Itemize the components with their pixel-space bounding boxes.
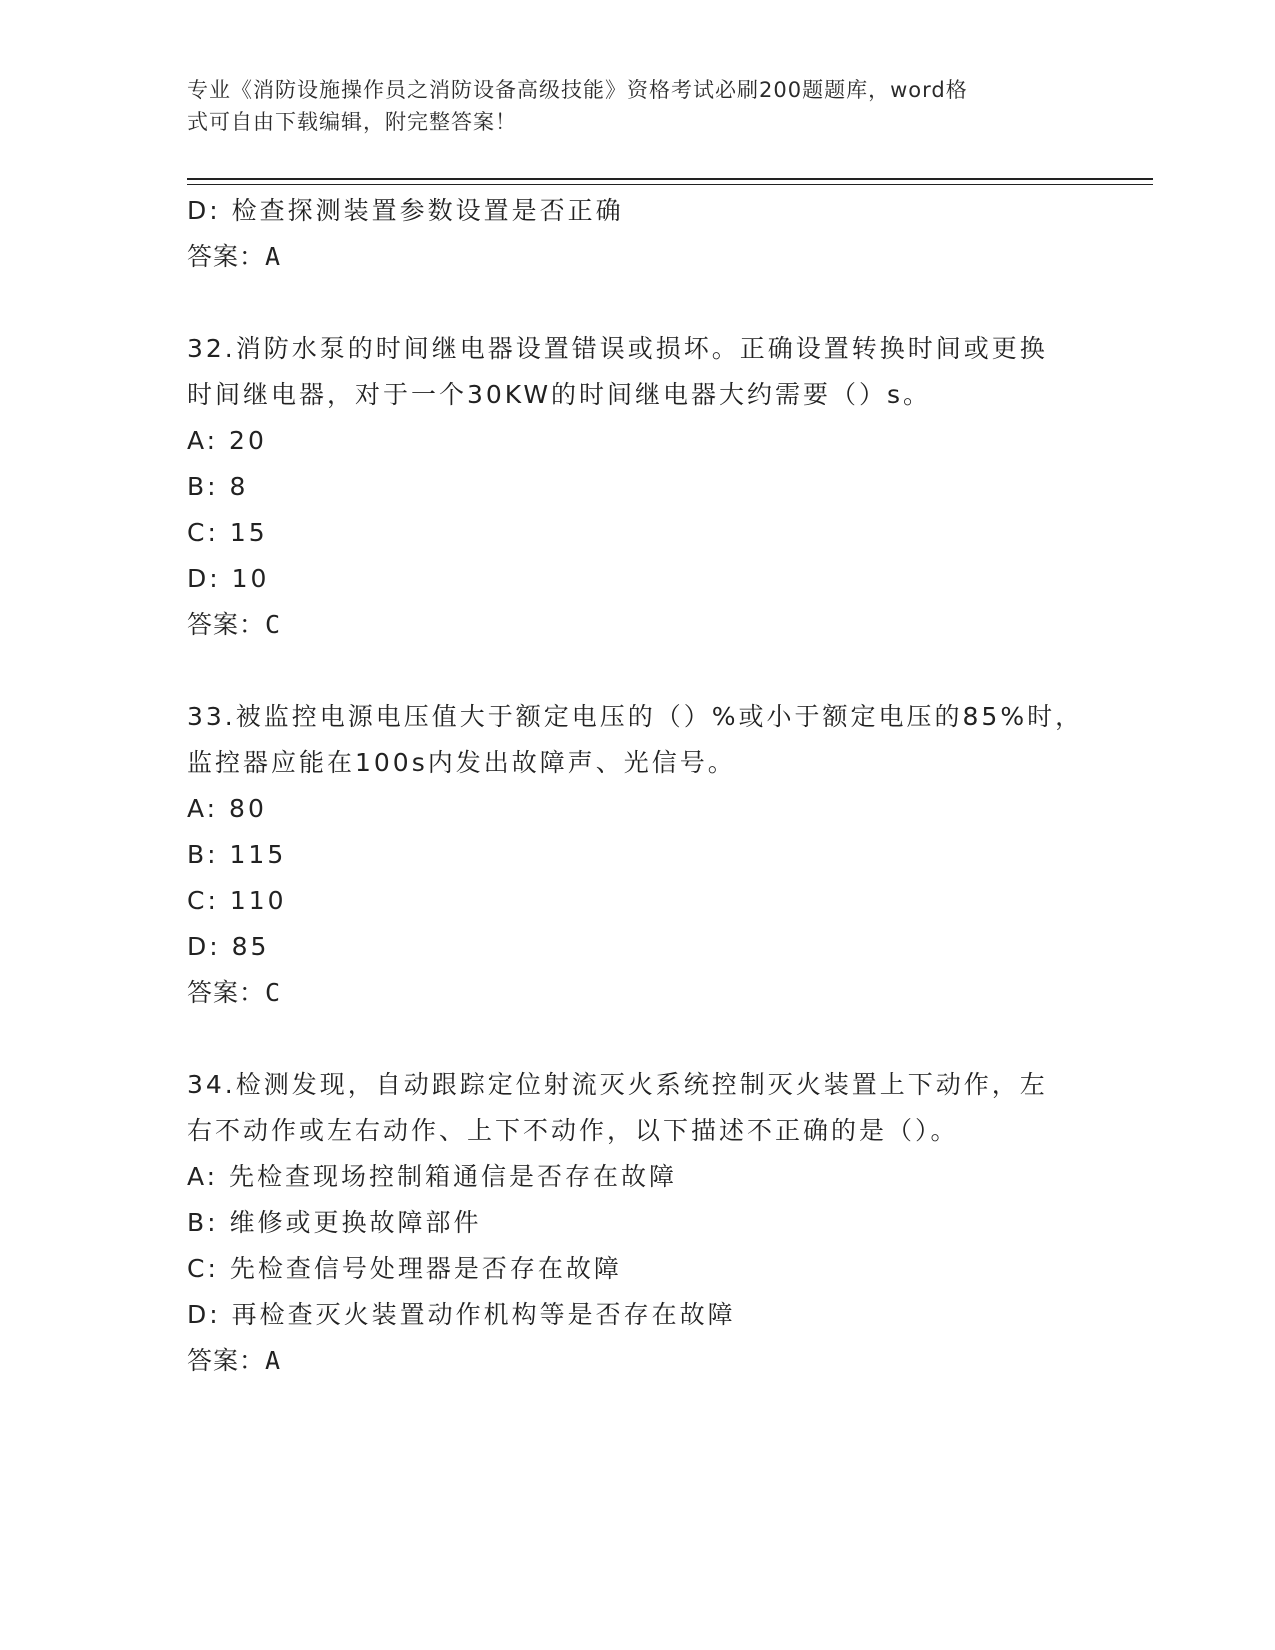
option-c: C: 先检查信号处理器是否存在故障 [187, 1254, 622, 1283]
option-d: D: 85 [187, 932, 270, 961]
question-text-line-2: 右不动作或左右动作、上下不动作，以下描述不正确的是（）。 [187, 1116, 959, 1145]
option-b: B: 维修或更换故障部件 [187, 1208, 482, 1237]
question-33 [187, 694, 1087, 1016]
question-text-line-2: 监控器应能在100s内发出故障声、光信号。 [187, 748, 736, 777]
question-text-line-1: 33.被监控电源电压值大于额定电压的（）%或小于额定电压的85%时， [187, 702, 1084, 731]
question-text-line-2: 时间继电器，对于一个30KW的时间继电器大约需要（）s。 [187, 380, 932, 409]
option-c: C: 15 [187, 518, 268, 547]
document-body [187, 188, 1087, 1384]
header-divider-thin [187, 184, 1153, 185]
option-a: A: 20 [187, 426, 267, 455]
option-d: D: 再检查灭火装置动作机构等是否存在故障 [187, 1300, 736, 1329]
header-line-2: 式可自由下载编辑，附完整答案！ [187, 110, 517, 134]
answer-label: 答案：C [187, 610, 282, 639]
question-34 [187, 1062, 1087, 1384]
document-header [187, 74, 1087, 138]
question-text-line-1: 32.消防水泵的时间继电器设置错误或损坏。正确设置转换时间或更换 [187, 334, 1048, 363]
option-a: A: 80 [187, 794, 267, 823]
option-b: B: 115 [187, 840, 287, 869]
question-text-line-1: 34.检测发现，自动跟踪定位射流灭火系统控制灭火装置上下动作，左 [187, 1070, 1048, 1099]
answer-label: 答案：A [187, 1346, 282, 1375]
question-31-tail [187, 188, 1087, 280]
answer-label: 答案：A [187, 242, 282, 271]
answer-label: 答案：C [187, 978, 282, 1007]
option-d: D: 10 [187, 564, 270, 593]
option-d: D: 检查探测装置参数设置是否正确 [187, 196, 624, 225]
question-32 [187, 326, 1087, 648]
header-line-1: 专业《消防设施操作员之消防设备高级技能》资格考试必刷200题题库，word格 [187, 78, 968, 102]
header-divider-thick [187, 178, 1153, 180]
option-b: B: 8 [187, 472, 249, 501]
option-a: A: 先检查现场控制箱通信是否存在故障 [187, 1162, 678, 1191]
option-c: C: 110 [187, 886, 287, 915]
